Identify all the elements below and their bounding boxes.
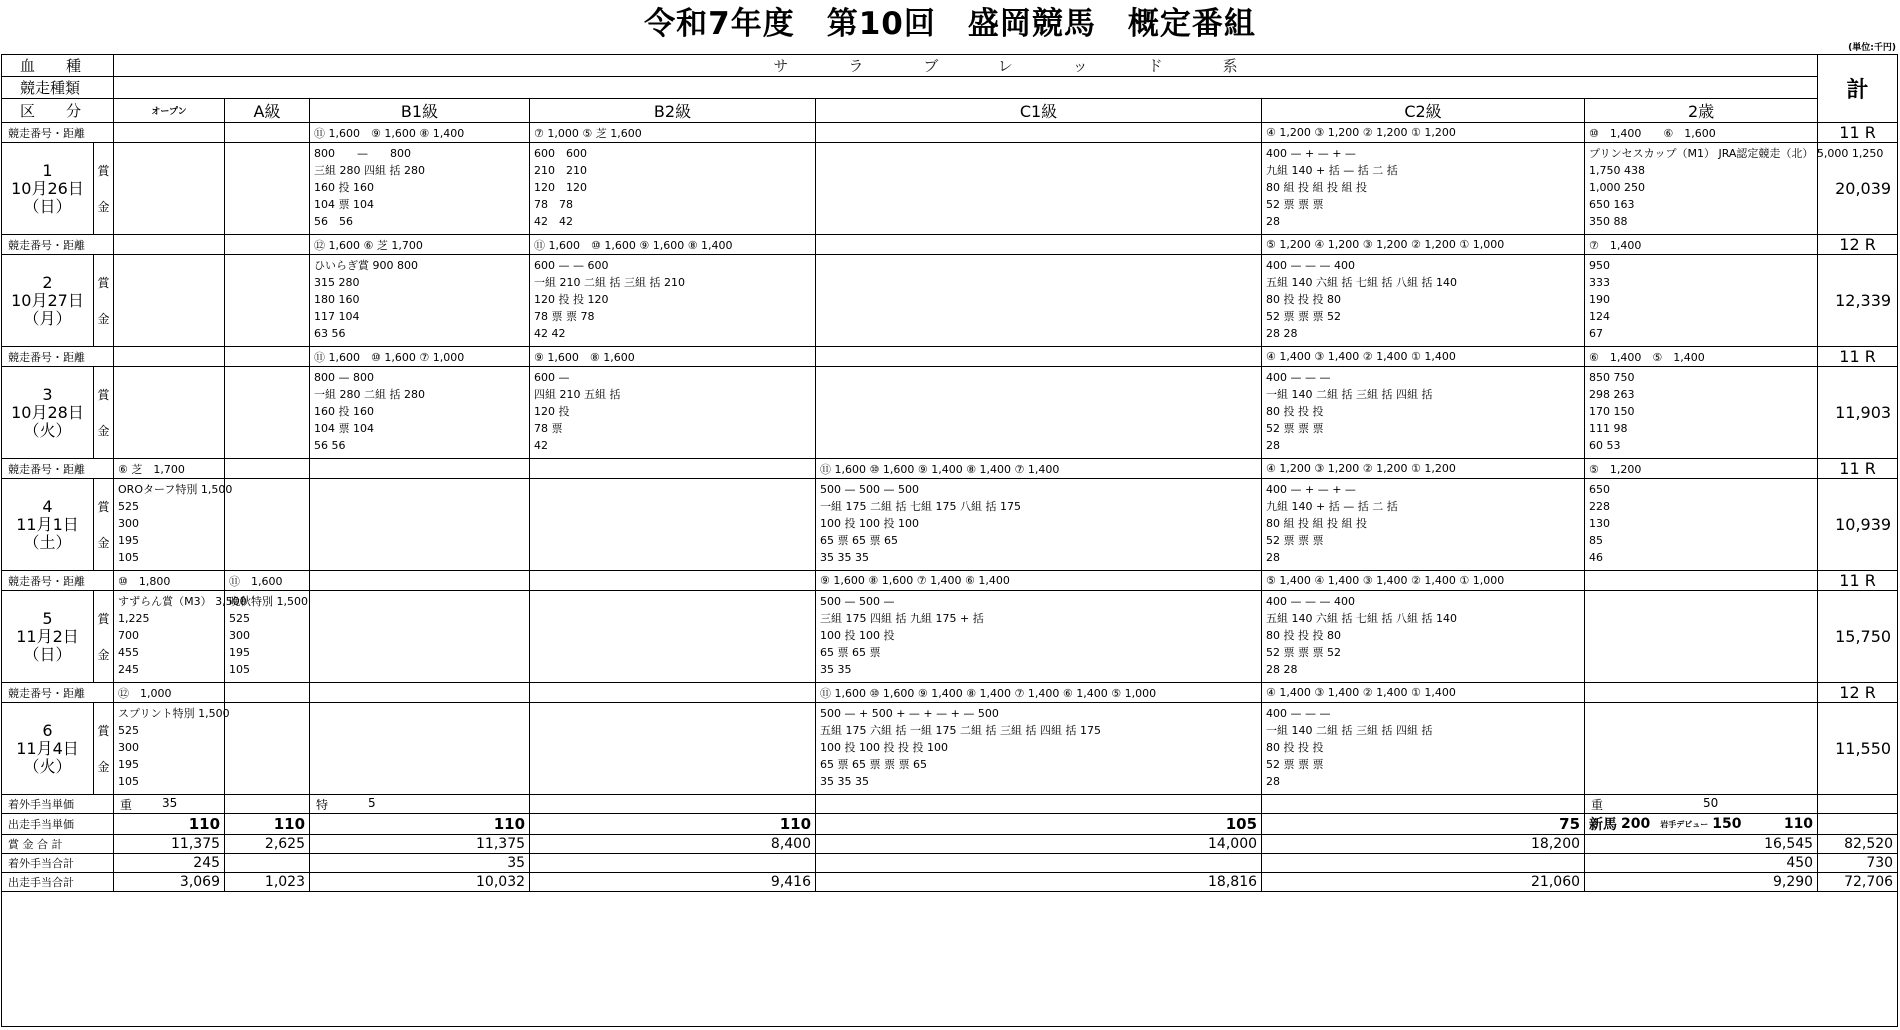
dist-label: 競走番号・距離 (2, 123, 114, 143)
day-date: 10月26日 (11, 178, 84, 198)
prize-line: 100 投 100 投 100 (820, 517, 919, 530)
prize-label-1: 賞 (97, 275, 110, 290)
day-total: 20,039 (1818, 143, 1898, 235)
day-date: 10月28日 (11, 402, 84, 422)
page-title: 令和7年度 第10回 盛岡競馬 概定番組 (644, 6, 1256, 42)
prize-total-c2: 18,200 (1262, 835, 1585, 854)
prize-line: 46 (1589, 551, 1604, 564)
prize-line: 400 — — — (1266, 707, 1331, 720)
prize-line: 160 投 160 (314, 405, 374, 418)
day-total: 12,339 (1818, 255, 1898, 347)
prize-label-1: 賞 (97, 723, 110, 738)
dist-y2: ⑥ 1,400 ⑤ 1,400 (1585, 347, 1818, 367)
prize-line: 一組 210 二組 括 三組 括 210 (534, 276, 685, 289)
class-2yo: 2歳 (1585, 99, 1818, 123)
day-dow: （土） (23, 532, 72, 552)
race-count: 12 R (1818, 683, 1898, 703)
prize-line: 42 42 (534, 215, 574, 228)
tsukigai-unit-label: 着外手当単価 (2, 795, 114, 814)
shusso-total-open: 3,069 (114, 873, 225, 892)
day-total: 11,550 (1818, 703, 1898, 795)
prize-line: 525 (229, 612, 251, 625)
dist-b1: ⑫ 1,600 ⑥ 芝 1,700 (310, 235, 530, 255)
tsukigai-unit-open-val: 35 (162, 795, 178, 810)
dist-c2: ⑤ 1,400 ④ 1,400 ③ 1,400 ② 1,400 ① 1,000 (1262, 571, 1585, 591)
day-date: 11月2日 (16, 626, 79, 646)
dist-label: 競走番号・距離 (2, 235, 114, 255)
dist-c2: ⑤ 1,200 ④ 1,200 ③ 1,200 ② 1,200 ① 1,000 (1262, 235, 1585, 255)
prize-line: 300 (118, 517, 140, 530)
dist-c2: ④ 1,400 ③ 1,400 ② 1,400 ① 1,400 (1262, 347, 1585, 367)
shusso-unit-b1: 110 (310, 814, 530, 835)
prize-total-c1: 14,000 (816, 835, 1262, 854)
prize-label-2: 金 (97, 759, 110, 774)
prize-line: 28 (1266, 439, 1281, 452)
prize-line: 650 163 (1589, 198, 1635, 211)
shusso-unit-c1: 105 (816, 814, 1262, 835)
shusso-total-a: 1,023 (225, 873, 310, 892)
shusso-total-c1: 18,816 (816, 873, 1262, 892)
prize-line: 78 78 (534, 198, 574, 211)
prize-line: OROターフ特別 1,500 (118, 483, 233, 496)
prize-line: 28 (1266, 775, 1281, 788)
dist-open: ⑫ 1,000 (114, 683, 225, 703)
prize-label-1: 賞 (97, 611, 110, 626)
prize-total-2yo: 16,545 (1585, 835, 1818, 854)
shusso-total-2yo: 9,290 (1585, 873, 1818, 892)
prize-line: 160 投 160 (314, 181, 374, 194)
prize-line: 130 (1589, 517, 1611, 530)
prize-line: 300 (229, 629, 251, 642)
prize-line: 500 — 500 — (820, 595, 895, 608)
prize-line: 100 投 100 投 (820, 629, 895, 642)
prize-line: 228 (1589, 500, 1611, 513)
prize-line: 80 投 投 投 (1266, 405, 1324, 418)
dist-b1: ⑪ 1,600 ⑨ 1,600 ⑧ 1,400 (310, 123, 530, 143)
prize-line: 80 組 投 組 投 組 投 (1266, 517, 1367, 530)
prize-line: 300 (118, 741, 140, 754)
prize-line: 600 — (534, 371, 570, 384)
dist-label: 競走番号・距離 (2, 683, 114, 703)
day-number: 5 (42, 608, 53, 628)
prize-line: プリンセスカップ（M1） JRA認定競走（北） 5,000 1,250 (1589, 147, 1884, 160)
prize-line: 105 (229, 663, 251, 676)
prize-label-2: 金 (97, 647, 110, 662)
prize-line: 195 (118, 758, 140, 771)
blood-label: 血 種 (2, 55, 114, 77)
tsukigai-total-label: 着外手当合計 (2, 854, 114, 873)
class-c2: C2級 (1262, 99, 1585, 123)
prize-line: 1,000 250 (1589, 181, 1645, 194)
dist-y2: ⑤ 1,200 (1585, 459, 1818, 479)
prize-line: 三組 280 四組 括 280 (314, 164, 425, 177)
prize-line: 117 104 (314, 310, 360, 323)
prize-line: 1,225 (118, 612, 150, 625)
prize-line: 63 56 (314, 327, 346, 340)
prize-line: 60 53 (1589, 439, 1621, 452)
prize-line: 28 28 (1266, 663, 1298, 676)
prize-line: 104 票 104 (314, 198, 374, 211)
day-number: 6 (42, 720, 53, 740)
prize-line: 245 (118, 663, 140, 676)
prize-line: 78 票 (534, 422, 563, 435)
tsukigai-total-b1: 35 (310, 854, 530, 873)
shusso-unit-2yo-val: 110 (1783, 816, 1814, 832)
class-b2: B2級 (530, 99, 816, 123)
prize-line: 500 — + 500 + — + — + — 500 (820, 707, 999, 720)
day-total: 15,750 (1818, 591, 1898, 683)
prize-line: 85 (1589, 534, 1604, 547)
prize-line: 525 (118, 724, 140, 737)
prize-line: 600 600 (534, 147, 588, 160)
day-total: 11,903 (1818, 367, 1898, 459)
prize-line: 35 35 35 (820, 551, 869, 564)
prize-line: 一組 280 二組 括 280 (314, 388, 425, 401)
shusso-total-c2: 21,060 (1262, 873, 1585, 892)
prize-label-2: 金 (97, 535, 110, 550)
dist-c2: ④ 1,200 ③ 1,200 ② 1,200 ① 1,200 (1262, 123, 1585, 143)
tsukigai-unit-2yo-val: 50 (1703, 795, 1719, 810)
tsukigai-total-grand: 730 (1818, 854, 1898, 873)
prize-line: 950 (1589, 259, 1611, 272)
dist-b2: ⑨ 1,600 ⑧ 1,600 (530, 347, 816, 367)
prize-line: 1,750 438 (1589, 164, 1645, 177)
prize-line: 九組 140 + 括 — 括 二 括 (1266, 164, 1398, 177)
class-b1: B1級 (310, 99, 530, 123)
day-number: 2 (42, 272, 53, 292)
prize-line: スプリント特別 1,500 (118, 707, 230, 720)
prize-line: 120 120 (534, 181, 588, 194)
prize-line: 65 票 65 票 票 票 65 (820, 758, 927, 771)
day-number: 4 (42, 496, 53, 516)
prize-line: 400 — + — + — (1266, 147, 1356, 160)
prize-line: 67 (1589, 327, 1604, 340)
prize-line: 28 (1266, 215, 1281, 228)
prize-line: 850 750 (1589, 371, 1635, 384)
tsukigai-unit-2yo-label: 重 (1591, 797, 1604, 812)
prize-line: 105 (118, 551, 140, 564)
prize-line: 650 (1589, 483, 1611, 496)
dist-b1: ⑪ 1,600 ⑩ 1,600 ⑦ 1,000 (310, 347, 530, 367)
prize-line: 400 — — — 400 (1266, 595, 1355, 608)
dist-b2: ⑦ 1,000 ⑤ 芝 1,600 (530, 123, 816, 143)
shusso-total-label: 出走手当合計 (2, 873, 114, 892)
race-count: 11 R (1818, 459, 1898, 479)
dist-c2: ④ 1,400 ③ 1,400 ② 1,400 ① 1,400 (1262, 683, 1585, 703)
day-total: 10,939 (1818, 479, 1898, 571)
day-dow: （月） (23, 308, 72, 328)
dist-y2: ⑦ 1,400 (1585, 235, 1818, 255)
prize-total-b2: 8,400 (530, 835, 816, 854)
prize-line: 52 票 票 票 (1266, 198, 1324, 211)
prize-line: 四組 210 五組 括 (534, 388, 621, 401)
prize-label-1: 賞 (97, 499, 110, 514)
prize-line: 80 投 投 投 80 (1266, 293, 1341, 306)
prize-line: 一組 140 二組 括 三組 括 四組 括 (1266, 724, 1433, 737)
prize-total-a: 2,625 (225, 835, 310, 854)
day-dow: （日） (23, 196, 72, 216)
dist-open: ⑥ 芝 1,700 (114, 459, 225, 479)
class-open: オープン (114, 99, 225, 123)
prize-line: 65 票 65 票 65 (820, 534, 898, 547)
tsukigai-total-2yo: 450 (1585, 854, 1818, 873)
prize-line: 800 — 800 (314, 147, 412, 160)
dist-a: ⑪ 1,600 (225, 571, 310, 591)
day-dow: （日） (23, 644, 72, 664)
shusso-unit-c2: 75 (1262, 814, 1585, 835)
prize-line: 80 投 投 投 80 (1266, 629, 1341, 642)
prize-line: 56 56 (314, 439, 346, 452)
prize-line: 350 88 (1589, 215, 1628, 228)
prize-label-2: 金 (97, 311, 110, 326)
prize-line: 五組 140 六組 括 七組 括 八組 括 140 (1266, 612, 1457, 625)
prize-line: 500 — 500 — 500 (820, 483, 919, 496)
iwate-label: 岩手デビュー (1660, 819, 1709, 829)
prize-line: 400 — — — 400 (1266, 259, 1355, 272)
prize-line: 600 — — 600 (534, 259, 609, 272)
race-count: 11 R (1818, 347, 1898, 367)
prize-line: 190 (1589, 293, 1611, 306)
class-a: A級 (225, 99, 310, 123)
day-date: 10月27日 (11, 290, 84, 310)
prize-line: 35 35 35 (820, 775, 869, 788)
prize-line: 100 投 100 投 投 投 100 (820, 741, 948, 754)
total-header: 計 (1818, 55, 1898, 123)
prize-line: すずらん賞（M3） 3,500 (118, 595, 247, 608)
shinba-val: 200 (1621, 816, 1651, 832)
prize-line: 120 投 投 120 (534, 293, 609, 306)
prize-line: 42 (534, 439, 549, 452)
prize-line: 一組 175 二組 括 七組 175 八組 括 175 (820, 500, 1021, 513)
prize-line: 三組 175 四組 括 九組 175 + 括 (820, 612, 984, 625)
prize-line: 九組 140 + 括 — 括 二 括 (1266, 500, 1398, 513)
class-label: 区 分 (2, 99, 114, 123)
race-count: 11 R (1818, 123, 1898, 143)
prize-line: 298 263 (1589, 388, 1635, 401)
tsukigai-total-open: 245 (114, 854, 225, 873)
prize-line: 一組 140 二組 括 三組 括 四組 括 (1266, 388, 1433, 401)
prize-line: 52 票 票 票 52 (1266, 310, 1341, 323)
prize-total-open: 11,375 (114, 835, 225, 854)
prize-line: 105 (118, 775, 140, 788)
prize-line: 333 (1589, 276, 1611, 289)
prize-line: 28 28 (1266, 327, 1298, 340)
prize-label-1: 賞 (97, 387, 110, 402)
dist-c2: ④ 1,200 ③ 1,200 ② 1,200 ① 1,200 (1262, 459, 1585, 479)
tsukigai-unit-open-label: 重 (120, 797, 133, 812)
day-date: 11月4日 (16, 738, 79, 758)
race-count: 11 R (1818, 571, 1898, 591)
prize-line: 195 (229, 646, 251, 659)
unit-note: (単位:千円) (1848, 43, 1896, 53)
dist-c1: ⑨ 1,600 ⑧ 1,600 ⑦ 1,400 ⑥ 1,400 (816, 571, 1262, 591)
prize-total-b1: 11,375 (310, 835, 530, 854)
dist-y2: ⑩ 1,400 ⑥ 1,600 (1585, 123, 1818, 143)
prize-line: 180 160 (314, 293, 360, 306)
shusso-unit-b2: 110 (530, 814, 816, 835)
prize-label-2: 金 (97, 423, 110, 438)
prize-line: 80 組 投 組 投 組 投 (1266, 181, 1367, 194)
prize-label-2: 金 (97, 199, 110, 214)
tsukigai-unit-b1-label: 特 (316, 797, 329, 812)
prize-total-label: 賞 金 合 計 (2, 835, 114, 854)
race-count: 12 R (1818, 235, 1898, 255)
prize-line: 五組 140 六組 括 七組 括 八組 括 140 (1266, 276, 1457, 289)
day-dow: （火） (23, 756, 72, 776)
prize-line: 52 票 票 票 (1266, 534, 1324, 547)
prize-line: 35 35 (820, 663, 852, 676)
class-c1: C1級 (816, 99, 1262, 123)
dist-label: 競走番号・距離 (2, 347, 114, 367)
prize-label-1: 賞 (97, 163, 110, 178)
prize-line: 五組 175 六組 括 一組 175 二組 括 三組 括 四組 括 175 (820, 724, 1101, 737)
shusso-unit-label: 出走手当単価 (2, 814, 114, 835)
blood-value: サラブレッド系 (114, 55, 1818, 77)
day-date: 11月1日 (16, 514, 79, 534)
shusso-total-b1: 10,032 (310, 873, 530, 892)
prize-line: 315 280 (314, 276, 360, 289)
shusso-total-b2: 9,416 (530, 873, 816, 892)
dist-label: 競走番号・距離 (2, 459, 114, 479)
day-dow: （火） (23, 420, 72, 440)
prize-line: 195 (118, 534, 140, 547)
shinba-label: 新馬 (1589, 817, 1618, 833)
outer-frame (1, 54, 1898, 1027)
prize-line: 65 票 65 票 (820, 646, 881, 659)
prize-line: 56 56 (314, 215, 354, 228)
prize-line: 80 投 投 投 (1266, 741, 1324, 754)
prize-total-grand: 82,520 (1818, 835, 1898, 854)
shusso-total-grand: 72,706 (1818, 873, 1898, 892)
prize-line: 52 票 票 票 (1266, 758, 1324, 771)
iwate-val: 150 (1712, 816, 1742, 832)
prize-line: 111 98 (1589, 422, 1628, 435)
prize-line: 52 票 票 票 (1266, 422, 1324, 435)
prize-line: 700 (118, 629, 140, 642)
dist-c1: ⑪ 1,600 ⑩ 1,600 ⑨ 1,400 ⑧ 1,400 ⑦ 1,400 ⑥ 1,400 ⑤ 1,000 (816, 683, 1262, 703)
dist-c1: ⑪ 1,600 ⑩ 1,600 ⑨ 1,400 ⑧ 1,400 ⑦ 1,400 (816, 459, 1262, 479)
prize-line: 400 — + — + — (1266, 483, 1356, 496)
prize-line: 525 (118, 500, 140, 513)
prize-line: 78 票 票 78 (534, 310, 595, 323)
dist-b2: ⑪ 1,600 ⑩ 1,600 ⑨ 1,600 ⑧ 1,400 (530, 235, 816, 255)
prize-line: 170 150 (1589, 405, 1635, 418)
prize-line: 210 210 (534, 164, 588, 177)
shusso-unit-a: 110 (225, 814, 310, 835)
dist-label: 競走番号・距離 (2, 571, 114, 591)
prize-line: 120 投 (534, 405, 570, 418)
prize-line: ひいらぎ賞 900 800 (314, 259, 418, 272)
race-type-label: 競走種類 (2, 77, 114, 99)
prize-line: 455 (118, 646, 140, 659)
shusso-unit-open: 110 (114, 814, 225, 835)
day-number: 3 (42, 384, 53, 404)
prize-line: 52 票 票 票 52 (1266, 646, 1341, 659)
prize-line: 124 (1589, 310, 1611, 323)
prize-line: 400 — — — (1266, 371, 1331, 384)
tsukigai-unit-b1-val: 5 (368, 795, 376, 810)
prize-line: 28 (1266, 551, 1281, 564)
prize-line: 42 42 (534, 327, 566, 340)
day-number: 1 (42, 160, 53, 180)
prize-line: 800 — 800 (314, 371, 374, 384)
prize-line: 晩秋特別 1,500 (229, 595, 309, 608)
dist-open: ⑩ 1,800 (114, 571, 225, 591)
prize-line: 104 票 104 (314, 422, 374, 435)
